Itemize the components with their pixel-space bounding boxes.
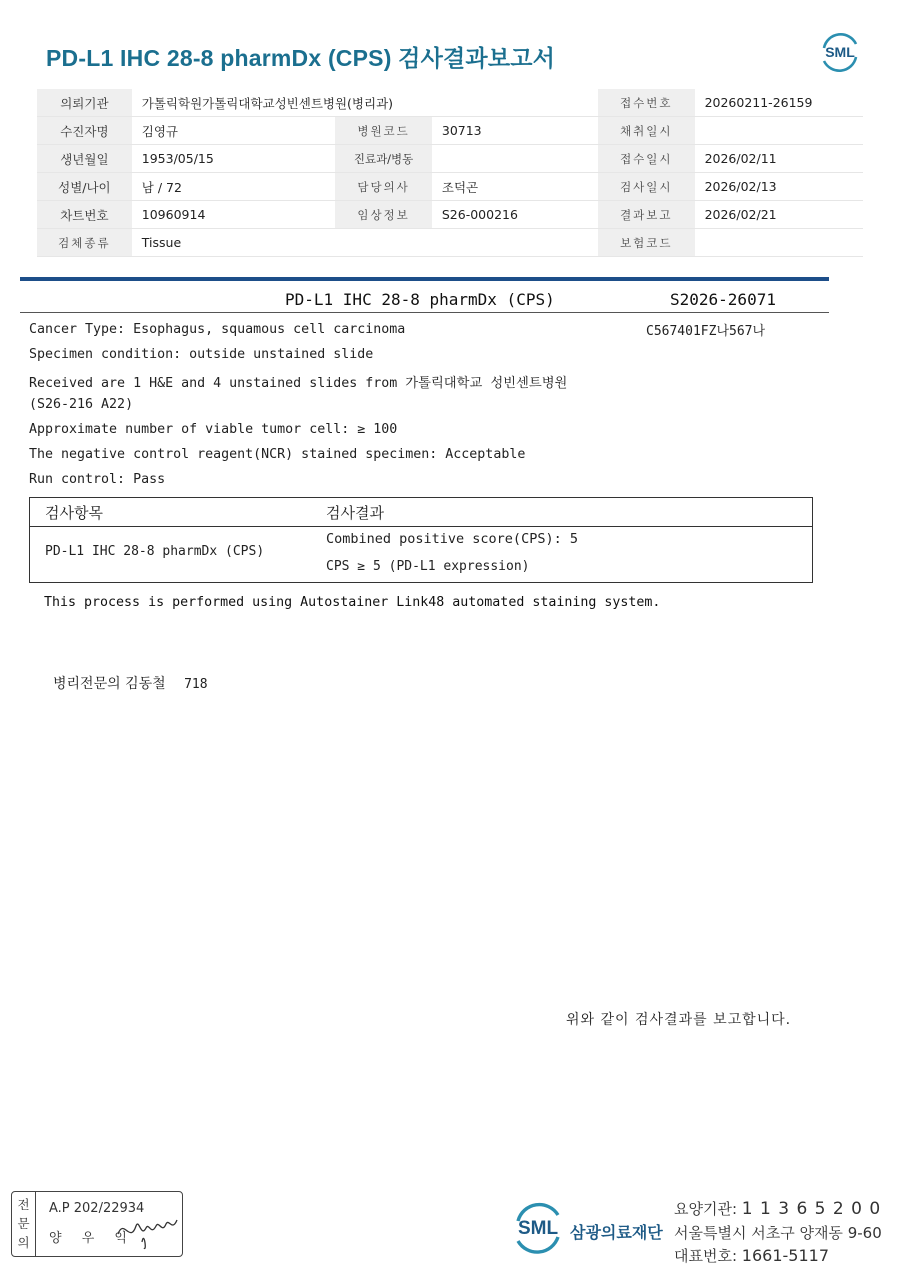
receipt-date-value: 2026/02/11 [695, 145, 863, 173]
report-date-value: 2026/02/21 [695, 201, 863, 229]
hospital-code-label: 병원코드 [335, 117, 432, 145]
specimen-type-label: 검체종류 [37, 229, 132, 257]
test-item-header: 검사항목 [45, 504, 103, 522]
patient-info-table [37, 89, 863, 257]
run-control-line: Run control: Pass [29, 472, 166, 487]
test-item: PD-L1 IHC 28-8 pharmDx (CPS) [45, 544, 265, 559]
receipt-date-label: 접수일시 [598, 145, 695, 173]
birth-date-label: 생년월일 [37, 145, 132, 173]
ncr-line: The negative control reagent(NCR) stained specimen: Acceptable [29, 447, 526, 462]
report-title: PD-L1 IHC 28-8 pharmDx (CPS) 검사결과보고서 [46, 45, 556, 71]
collection-date-label: 채취일시 [598, 117, 695, 145]
doctor-label: 담당의사 [335, 173, 432, 201]
stamp-ap-number: A.P 202/22934 [49, 1201, 145, 1216]
report-number: S2026-26071 [670, 290, 776, 309]
institution-label: 의뢰기관 [37, 89, 132, 117]
report-statement: 위와 같이 검사결과를 보고합니다. [566, 1012, 792, 1028]
clinical-info-value: S26-000216 [432, 201, 598, 229]
chart-no-label: 차트번호 [37, 201, 132, 229]
report-code: C567401FZ나567나 [646, 324, 766, 339]
footer-address: 서울특별시 서초구 양재동 9-60 [674, 1224, 882, 1242]
sex-age-value: 남 / 72 [132, 173, 335, 201]
result-table [29, 497, 813, 583]
specimen-type-value: Tissue [132, 229, 598, 257]
footer-institution-no: 요양기관: 1 1 3 6 5 2 0 0 [674, 1199, 882, 1219]
birth-date-value: 1953/05/15 [132, 145, 335, 173]
receipt-no-label: 접수번호 [598, 89, 695, 117]
slide-id-line: (S26-216 A22) [29, 397, 134, 412]
result-table-header [30, 498, 812, 527]
collection-date-value [695, 117, 863, 145]
test-result-header: 검사결과 [326, 504, 384, 522]
viable-cell-line: Approximate number of viable tumor cell: ≥ 100 [29, 422, 398, 437]
process-note: This process is performed using Autostainer Link48 automated staining system. [44, 595, 661, 610]
stamp-name: 양 우 익 [49, 1231, 135, 1246]
specialist-stamp [11, 1191, 183, 1257]
chart-no-value: 10960914 [132, 201, 335, 229]
sml-footer-logo-icon [510, 1199, 566, 1257]
cancer-type-line: Cancer Type: Esophagus, squamous cell carcinoma [29, 322, 406, 337]
doctor-value: 조덕곤 [432, 173, 598, 201]
insurance-code-value [695, 229, 863, 257]
department-value [432, 145, 598, 173]
pathologist-name: 병리전문의 김동철 [53, 676, 166, 692]
specimen-condition-line: Specimen condition: outside unstained slide [29, 347, 374, 362]
signature-icon [114, 1204, 184, 1252]
clinical-info-label: 임상정보 [335, 201, 432, 229]
department-label: 진료과/병동 [335, 145, 432, 173]
pathologist-signature [53, 673, 208, 693]
test-result-cps: Combined positive score(CPS): 5 [326, 531, 578, 547]
exam-date-label: 검사일시 [598, 173, 695, 201]
institution-value: 가톨릭학원가톨릭대학교성빈센트병원(병리과) [132, 89, 598, 117]
sml-logo-icon [818, 30, 862, 74]
received-slides-line: Received are 1 H&E and 4 unstained slides from 가톨릭대학교 성빈센트병원 [29, 376, 568, 391]
section-divider-thick [20, 277, 829, 281]
footer-org-name: 삼광의료재단 [570, 1223, 663, 1242]
hospital-code-value: 30713 [432, 117, 598, 145]
footer-phone: 대표번호: 1661-5117 [674, 1246, 830, 1265]
section-divider-thin [20, 312, 829, 313]
patient-name-value: 김영규 [132, 117, 335, 145]
sml-footer-logo-text: SML [517, 1218, 559, 1239]
pathologist-number: 718 [184, 677, 208, 692]
report-date-label: 결과보고 [598, 201, 695, 229]
sml-logo-text: SML [825, 44, 855, 60]
stamp-side-label: 전 문 의 [12, 1192, 36, 1256]
test-result-expression: CPS ≥ 5 (PD-L1 expression) [326, 559, 530, 574]
sex-age-label: 성별/나이 [37, 173, 132, 201]
insurance-code-label: 보험코드 [598, 229, 695, 257]
report-test-name: PD-L1 IHC 28-8 pharmDx (CPS) [285, 290, 555, 309]
receipt-no-value: 20260211-26159 [695, 89, 863, 117]
patient-name-label: 수진자명 [37, 117, 132, 145]
exam-date-value: 2026/02/13 [695, 173, 863, 201]
